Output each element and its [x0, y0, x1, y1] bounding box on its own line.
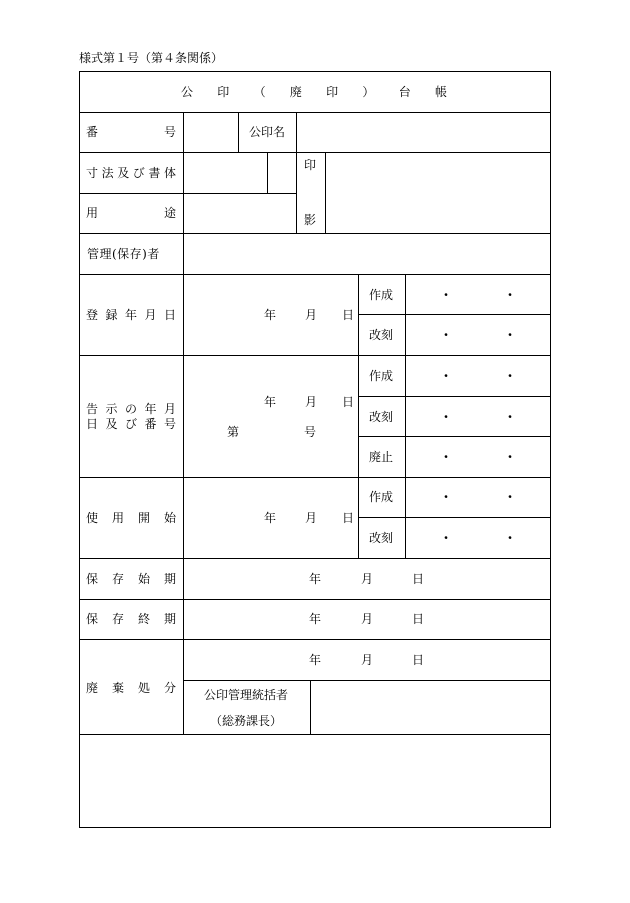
separator-dot: ・	[439, 369, 453, 383]
month-unit: 月	[305, 395, 318, 409]
day-unit: 日	[342, 395, 355, 409]
column-divider	[296, 152, 297, 233]
year-unit: 年	[264, 308, 277, 322]
separator-dot: ・	[439, 531, 453, 545]
column-divider	[310, 680, 311, 734]
month-unit: 月	[361, 572, 374, 586]
create-label: 作成	[369, 490, 394, 504]
abolish-label: 廃止	[369, 450, 394, 464]
create-label: 作成	[369, 369, 394, 383]
day-unit: 日	[342, 511, 355, 525]
supervisor-title: （総務課長）	[209, 714, 283, 728]
column-divider	[238, 112, 239, 152]
notice-number-prefix: 第	[227, 425, 240, 439]
recarve-label: 改刻	[369, 410, 394, 424]
year-unit: 年	[309, 572, 322, 586]
row-divider	[358, 314, 551, 315]
retention-end-label: 保 存 終 期	[86, 612, 176, 626]
form-header: 様式第１号（第４条関係）	[79, 51, 224, 65]
row-divider	[79, 152, 551, 153]
row-divider	[79, 734, 551, 735]
year-unit: 年	[309, 612, 322, 626]
purpose-label: 用 途	[86, 206, 176, 220]
row-divider	[358, 436, 551, 437]
separator-dot: ・	[503, 490, 517, 504]
registration-date-label: 登 録 年 月 日	[86, 308, 176, 322]
row-divider	[79, 599, 551, 600]
year-unit: 年	[309, 653, 322, 667]
retention-start-label: 保 存 始 期	[86, 572, 176, 586]
row-divider	[79, 477, 551, 478]
column-divider	[183, 112, 184, 734]
row-divider	[79, 193, 296, 194]
column-divider	[358, 274, 359, 558]
register-title: 公 印 （ 廃 印 ） 台 帳	[181, 85, 447, 99]
row-divider	[79, 274, 551, 275]
column-divider	[296, 112, 297, 152]
month-unit: 月	[361, 612, 374, 626]
separator-dot: ・	[503, 369, 517, 383]
separator-dot: ・	[503, 410, 517, 424]
separator-dot: ・	[503, 450, 517, 464]
day-unit: 日	[412, 653, 425, 667]
month-unit: 月	[305, 511, 318, 525]
number-label: 番 号	[86, 125, 176, 139]
month-unit: 月	[305, 308, 318, 322]
row-divider	[79, 355, 551, 356]
year-unit: 年	[264, 511, 277, 525]
separator-dot: ・	[439, 328, 453, 342]
impression-label-top: 印	[304, 158, 317, 172]
size-font-label: 寸 法 及 び 書 体	[86, 166, 176, 180]
disposal-label: 廃 棄 処 分	[86, 681, 176, 695]
impression-label-bottom: 影	[304, 213, 317, 227]
row-divider	[79, 112, 551, 113]
separator-dot: ・	[439, 490, 453, 504]
recarve-label: 改刻	[369, 328, 394, 342]
seal-name-label: 公印名	[249, 125, 286, 139]
notice-label-line1: 告 示 の 年 月	[86, 402, 176, 416]
row-divider	[79, 558, 551, 559]
row-divider	[79, 639, 551, 640]
notice-label-line2: 日 及 び 番 号	[86, 417, 176, 431]
seal-register-table	[79, 71, 551, 828]
supervisor-label: 公印管理統括者	[203, 688, 289, 702]
separator-dot: ・	[503, 531, 517, 545]
year-unit: 年	[264, 395, 277, 409]
row-divider	[183, 680, 551, 681]
column-divider	[267, 152, 268, 193]
separator-dot: ・	[503, 288, 517, 302]
column-divider	[405, 274, 406, 558]
day-unit: 日	[412, 572, 425, 586]
separator-dot: ・	[439, 288, 453, 302]
recarve-label: 改刻	[369, 531, 394, 545]
column-divider	[325, 152, 326, 233]
month-unit: 月	[361, 653, 374, 667]
usage-start-label: 使 用 開 始	[86, 511, 176, 525]
row-divider	[358, 517, 551, 518]
day-unit: 日	[342, 308, 355, 322]
separator-dot: ・	[503, 328, 517, 342]
notice-number-suffix: 号	[304, 425, 317, 439]
separator-dot: ・	[439, 410, 453, 424]
day-unit: 日	[412, 612, 425, 626]
manager-label: 管理(保存)者	[87, 247, 160, 261]
create-label: 作成	[369, 288, 394, 302]
row-divider	[79, 233, 551, 234]
separator-dot: ・	[439, 450, 453, 464]
row-divider	[358, 396, 551, 397]
